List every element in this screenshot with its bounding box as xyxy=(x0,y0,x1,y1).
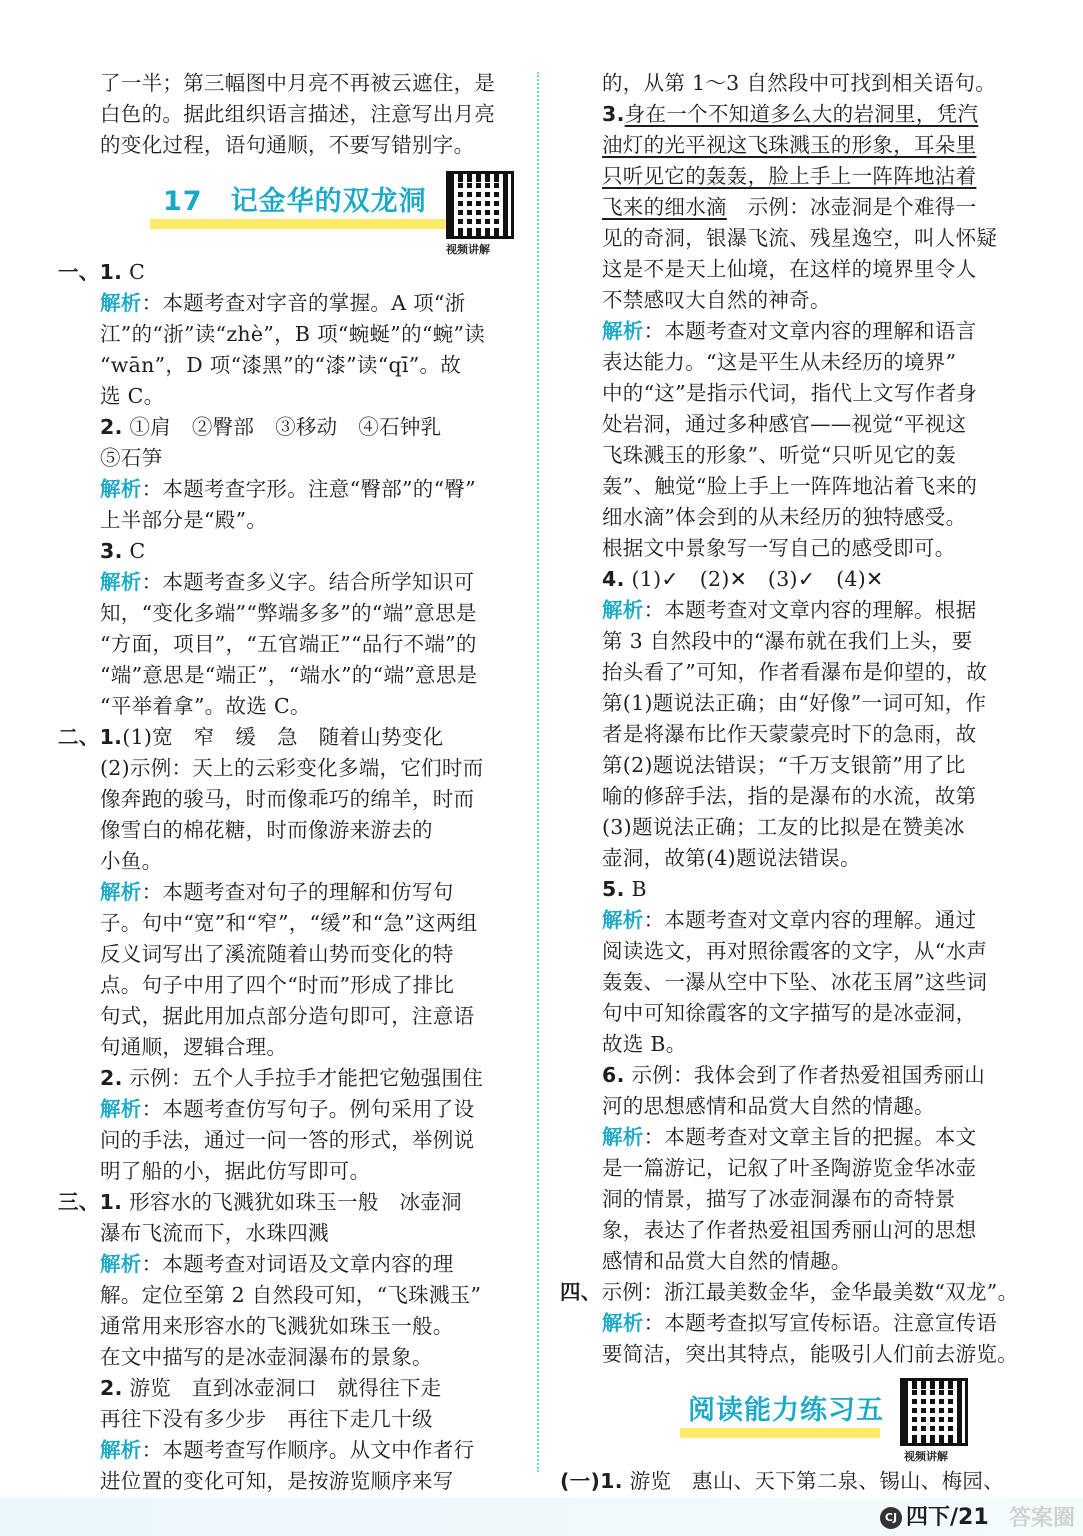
analysis-text: 句中可知徐霞客的文字描写的是冰壶洞， xyxy=(602,1001,977,1025)
question-number: 2. xyxy=(100,1066,123,1090)
intro-line: 的变化过程，语句通顺，不要写错别字。 xyxy=(100,133,475,157)
qr-label: 视频讲解 xyxy=(446,243,490,256)
analysis-text: 知，“变化多端”“弊端多多”的“端”意思是 xyxy=(100,601,477,625)
analysis-text: ：本题考查对字音的掌握。A 项“浙 xyxy=(141,291,466,315)
analysis-text: 中的“这”是指示代词，指代上文写作者身 xyxy=(602,381,978,405)
question-number: 1. xyxy=(600,1469,623,1493)
analysis-text: 轰轰、一瀑从空中下坠、冰花玉屑”这些词 xyxy=(602,970,988,994)
answer: 像雪白的棉花糖，时而像游来游去的 xyxy=(100,818,433,842)
analysis-text: ：本题考查多义字。结合所学知识可 xyxy=(141,570,475,594)
underlined-answer: 身在一个不知道多么大的岩洞里，凭汽 xyxy=(624,102,979,126)
analysis-text: 象，表达了作者热爱祖国秀丽山河的思想 xyxy=(602,1218,977,1242)
analysis-text: “方面，项目”，“五官端正”“品行不端”的 xyxy=(100,632,477,656)
analysis-label: 解析 xyxy=(602,598,644,622)
analysis-text: 解。定位至第 2 自然段可知，“飞珠溅玉” xyxy=(100,1283,482,1307)
analysis-label: 解析 xyxy=(100,291,142,315)
page-label: 四下/21 xyxy=(906,1505,989,1530)
analysis-label: 解析 xyxy=(602,319,644,343)
answer: 游览 直到冰壶洞口 就得往下走 xyxy=(122,1376,442,1400)
analysis-text: 江”的“浙”读“zhè”，B 项“蜿蜒”的“蜿”读 xyxy=(100,322,486,346)
qr-code-icon[interactable] xyxy=(446,171,514,239)
analysis-text: 反义词写出了溪流随着山势而变化的特 xyxy=(100,942,454,966)
analysis-label: 解析 xyxy=(100,1097,142,1121)
answer: 再往下没有多少步 再往下走几十级 xyxy=(100,1407,433,1431)
analysis-text: 轰”、触觉“脸上手上一阵阵地沾着飞来的 xyxy=(602,474,978,498)
question-number: 2. xyxy=(100,415,123,439)
analysis-text: 表达能力。“这是平生从未经历的境界” xyxy=(602,350,957,374)
answer: ⑤石笋 xyxy=(100,446,163,470)
analysis-text: 第(2)题说法错误；“千万支银箭”用了比 xyxy=(602,753,966,777)
analysis-text: ：本题考查仿写句子。例句采用了设 xyxy=(141,1097,475,1121)
analysis-text: ：本题考查对文章主旨的把握。本文 xyxy=(643,1125,977,1149)
analysis-text: ：本题考查拟写宣传标语。注意宣传语 xyxy=(643,1311,998,1335)
analysis-text: ：本题考查字形。注意“臀部”的“臀” xyxy=(141,477,476,501)
analysis-text: 子。句中“宽”和“窄”，“缓”和“急”这两组 xyxy=(100,911,478,935)
answer: 小鱼。 xyxy=(100,849,163,873)
title-highlight xyxy=(680,1428,880,1438)
underlined-answer: 油灯的光平视这飞珠溅玉的形象，耳朵里 xyxy=(602,133,977,157)
underlined-answer: 飞来的细水滴 xyxy=(602,195,727,219)
right-column xyxy=(560,68,1022,1497)
analysis-text: 上半部分是“殿”。 xyxy=(100,508,268,532)
analysis-text: 飞珠溅玉的形象”、听觉“只听见它的轰 xyxy=(602,443,957,467)
answer: (1)宽 窄 缓 急 随着山势变化 xyxy=(122,725,444,749)
analysis-label: 解析 xyxy=(100,477,142,501)
answer: 示例：我体会到了作者热爱祖国秀丽山 xyxy=(624,1063,986,1087)
analysis-text: 阅读选文，再对照徐霞客的文字，从“水声 xyxy=(602,939,988,963)
intro-line: 白色的。据此组织语言描述，注意写出月亮 xyxy=(100,102,496,126)
analysis-text: 点。句子中用了四个“时而”形成了排比 xyxy=(100,973,455,997)
answer: C xyxy=(122,260,146,284)
analysis-text: ：本题考查对句子的理解和仿写句 xyxy=(141,880,454,904)
lesson-title: 17 记金华的双龙洞 xyxy=(163,186,427,217)
analysis-text: 是一篇游记，记叙了叶圣陶游览金华冰壶 xyxy=(602,1156,977,1180)
answer: 瀑布飞流而下，水珠四溅 xyxy=(100,1221,329,1245)
question-number: 3. xyxy=(100,539,123,563)
analysis-text: “平举着拿”。故选 C。 xyxy=(100,694,311,718)
edition-badge: CJ xyxy=(880,1507,902,1529)
analysis-text: 细水滴”体会到的从未经历的独特感受。 xyxy=(602,505,967,529)
question-number: 2. xyxy=(100,1376,123,1400)
question-number: 6. xyxy=(602,1063,625,1087)
analysis-text: ：本题考查对文章内容的理解。根据 xyxy=(643,598,977,622)
section-marker: 一、 xyxy=(58,260,100,284)
analysis-text: 问的手法，通过一问一答的形式，举例说 xyxy=(100,1128,475,1152)
answer: 示例：浙江最美数金华，金华最美数“双龙”。 xyxy=(601,1280,1019,1304)
analysis-text: 通常用来形容水的飞溅犹如珠玉一般。 xyxy=(100,1314,454,1338)
qr-code-icon[interactable] xyxy=(900,1378,968,1446)
answer: 示例：冰壶洞是个难得一 xyxy=(726,195,977,219)
left-column xyxy=(58,68,513,1497)
analysis-label: 解析 xyxy=(602,1125,644,1149)
intro-line: 了一半；第三幅图中月亮不再被云遮住，是 xyxy=(100,71,496,95)
title-highlight xyxy=(150,219,446,229)
analysis-text: 选 C。 xyxy=(100,384,165,408)
analysis-text: 喻的修辞手法，指的是瀑布的水流，故第 xyxy=(602,784,977,808)
analysis-text: 处岩洞，通过多种感官——视觉“平视这 xyxy=(602,412,967,436)
analysis-text: 第(1)题说法正确；由“好像”一词可知，作 xyxy=(602,691,987,715)
analysis-text: 洞的情景，描写了冰壶洞瀑布的奇特景 xyxy=(602,1187,956,1211)
analysis-text: ：本题考查对文章内容的理解。通过 xyxy=(643,908,977,932)
analysis-label: 解析 xyxy=(602,908,644,932)
lesson-header xyxy=(58,161,513,257)
analysis-label: 解析 xyxy=(100,570,142,594)
analysis-text: “wān”，D 项“漆黑”的“漆”读“qī”。故 xyxy=(100,353,462,377)
analysis-text: 句式，据此用加点部分造句即可，注意语 xyxy=(100,1004,475,1028)
question-number: 3. xyxy=(602,102,625,126)
section-marker: (一) xyxy=(560,1469,601,1493)
analysis-text: 进位置的变化可知，是按游览顺序来写 xyxy=(100,1469,454,1493)
question-number: 4. xyxy=(602,567,625,591)
section-marker: 二、 xyxy=(58,725,100,749)
answer: 河的思想感情和品赏大自然的情趣。 xyxy=(602,1094,935,1118)
analysis-text: 壶洞，故第(4)题说法错误。 xyxy=(602,846,861,870)
section-marker: 四、 xyxy=(560,1280,602,1304)
analysis-label: 解析 xyxy=(602,1311,644,1335)
section-title: 阅读能力练习五 xyxy=(688,1395,884,1426)
analysis-label: 解析 xyxy=(100,1438,142,1462)
answer: 形容水的飞溅犹如珠玉一般 冰壶洞 xyxy=(122,1190,462,1214)
watermark: 答案圈 xyxy=(1008,1506,1075,1531)
analysis-text: 感情和品赏大自然的情趣。 xyxy=(602,1249,852,1273)
section-marker: 三、 xyxy=(58,1190,100,1214)
analysis-text: 句通顺，逻辑合理。 xyxy=(100,1035,288,1059)
answer: B xyxy=(624,877,647,901)
analysis-text: 明了船的小，据此仿写即可。 xyxy=(100,1159,371,1183)
analysis-text: 要简洁，突出其特点，能吸引人们前去游览。 xyxy=(602,1342,1018,1366)
answer: 这是不是天上仙境，在这样的境界里令人 xyxy=(602,257,977,281)
section-header xyxy=(560,1370,1022,1466)
analysis-text: ：本题考查对词语及文章内容的理 xyxy=(141,1252,454,1276)
answer: 像奔跑的骏马，时而像乖巧的绵羊，时而 xyxy=(100,787,475,811)
answer: ①肩 ②臀部 ③移动 ④石钟乳 xyxy=(122,415,442,439)
analysis-text: ：本题考查写作顺序。从文中作者行 xyxy=(141,1438,475,1462)
answer: (1)✓ (2)✕ (3)✓ (4)✕ xyxy=(624,567,884,591)
analysis-text: 在文中描写的是冰壶洞瀑布的景象。 xyxy=(100,1345,433,1369)
question-number: 1. xyxy=(99,725,123,749)
answer: 游览 惠山、天下第二泉、锡山、梅园、 xyxy=(622,1469,1005,1493)
page-number xyxy=(880,1500,989,1531)
question-number: 1. xyxy=(99,260,123,284)
answer: 示例：五个人手拉手才能把它勉强围住 xyxy=(122,1066,484,1090)
answer: 不禁感叹大自然的神奇。 xyxy=(602,288,831,312)
answer: 见的奇洞，银瀑飞流、残星逸空，叫人怀疑 xyxy=(602,226,998,250)
question-number: 5. xyxy=(602,877,625,901)
answer: (2)示例：天上的云彩变化多端，它们时而 xyxy=(100,756,484,780)
analysis-text: “端”意思是“端正”，“端水”的“端”意思是 xyxy=(100,663,478,687)
analysis-text: 第 3 自然段中的“瀑布就在我们上头，要 xyxy=(602,629,973,653)
answer: 的，从第 1～3 自然段中可找到相关语句。 xyxy=(602,71,996,95)
qr-label: 视频讲解 xyxy=(904,1450,948,1463)
analysis-label: 解析 xyxy=(100,1252,142,1276)
analysis-text: 根据文中景象写一写自己的感受即可。 xyxy=(602,536,956,560)
underlined-answer: 只听见它的轰轰，脸上手上一阵阵地沾着 xyxy=(602,164,977,188)
analysis-text: (3)题说法正确；工友的比拟是在赞美冰 xyxy=(602,815,965,839)
analysis-text: 抬头看了”可知，作者看瀑布是仰望的，故 xyxy=(602,660,988,684)
column-divider xyxy=(537,72,539,1472)
analysis-text: ：本题考查对文章内容的理解和语言 xyxy=(643,319,977,343)
answer: C xyxy=(122,539,146,563)
analysis-text: 者是将瀑布比作天蒙蒙亮时下的急雨，故 xyxy=(602,722,977,746)
analysis-text: 故选 B。 xyxy=(602,1032,687,1056)
question-number: 1. xyxy=(99,1190,123,1214)
analysis-label: 解析 xyxy=(100,880,142,904)
